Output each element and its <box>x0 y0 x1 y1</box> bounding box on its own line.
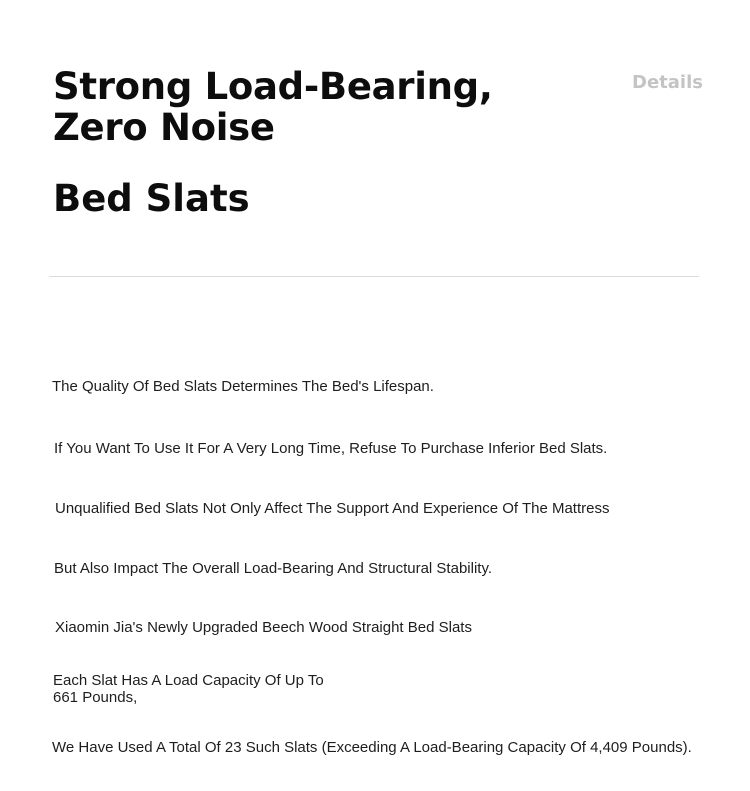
body-text-line: Unqualified Bed Slats Not Only Affect The Support And Experience Of The Mattress <box>55 500 610 517</box>
headline-block <box>53 66 523 148</box>
body-text-line: Xiaomin Jia's Newly Upgraded Beech Wood Straight Bed Slats <box>55 619 472 636</box>
body-text-line: We Have Used A Total Of 23 Such Slats (Exceeding A Load-Bearing Capacity Of 4,409 Pounds). <box>52 739 692 756</box>
body-text-line: The Quality Of Bed Slats Determines The Bed's Lifespan. <box>52 378 434 395</box>
body-text-line: Each Slat Has A Load Capacity Of Up To 661 Pounds, <box>53 672 324 706</box>
body-text-line: But Also Impact The Overall Load-Bearing And Structural Stability. <box>54 560 493 577</box>
page-title: Strong Load-Bearing, Zero Noise <box>53 65 493 149</box>
body-text-line: If You Want To Use It For A Very Long Time, Refuse To Purchase Inferior Bed Slats. <box>54 440 608 457</box>
page-subtitle: Bed Slats <box>53 177 250 220</box>
section-divider <box>49 276 699 277</box>
details-link[interactable]: Details <box>632 72 703 93</box>
